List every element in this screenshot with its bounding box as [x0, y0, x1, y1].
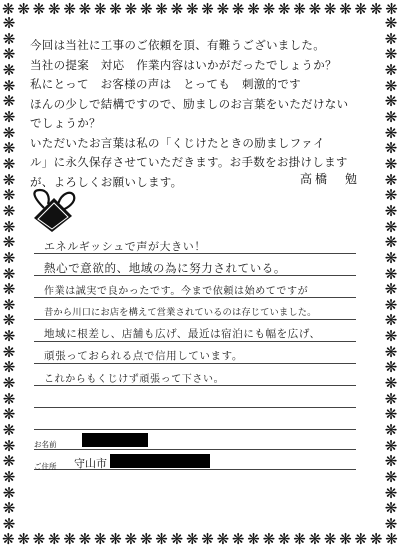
letter-line: 当社の提案 対応 作業内容はいかがだったでしょうか？: [30, 57, 337, 72]
ruled-line: [34, 363, 356, 364]
border-star-icon: ❋: [384, 452, 398, 471]
redacted-name: [82, 433, 148, 447]
border-star-icon: ❋: [384, 358, 398, 377]
border-star-icon: ❋: [2, 311, 16, 330]
border-star-icon: ❋: [293, 530, 306, 548]
border-star-icon: ❋: [47, 530, 61, 548]
border-star-icon: ❋: [139, 530, 153, 548]
border-star-icon: ❋: [17, 530, 30, 548]
ruled-line: [34, 297, 356, 298]
border-star-icon: ❋: [247, 530, 260, 548]
ruled-line: [34, 341, 356, 342]
border-star-icon: ❋: [32, 0, 46, 18]
border-star-icon: ❋: [384, 311, 398, 330]
border-star-icon: ❋: [277, 530, 291, 548]
border-star-icon: ❋: [369, 530, 383, 548]
border-star-icon: ❋: [2, 14, 16, 32]
border-star-icon: ❋: [384, 327, 398, 346]
ruled-line: [34, 429, 356, 430]
border-star-icon: ❋: [354, 530, 368, 548]
border-star-icon: ❋: [2, 92, 16, 111]
border-star-icon: ❋: [139, 0, 153, 18]
border-star-icon: ❋: [384, 295, 398, 314]
border-star-icon: ❋: [170, 530, 184, 548]
border-star-icon: ❋: [384, 92, 398, 111]
border-star-icon: ❋: [2, 295, 16, 314]
border-star-icon: ❋: [231, 530, 245, 548]
border-star-icon: ❋: [385, 530, 398, 548]
border-star-icon: ❋: [2, 358, 16, 377]
ruled-line: [34, 407, 356, 408]
border-star-icon: ❋: [384, 233, 398, 252]
border-left: [0, 16, 18, 532]
border-star-icon: ❋: [339, 0, 352, 18]
border-star-icon: ❋: [247, 0, 260, 18]
letter-line: が、よろしくお願いします。: [30, 174, 183, 189]
letter-line: ル」に永久保存させていただきます。お手数をお掛けします: [30, 155, 348, 169]
border-star-icon: ❋: [262, 530, 276, 548]
handwritten-comment-line: 昔から川口にお店を構えて営業されているのは存じていました。: [44, 307, 317, 318]
border-star-icon: ❋: [2, 45, 16, 64]
border-star-icon: ❋: [2, 436, 16, 455]
border-star-icon: ❋: [384, 405, 398, 424]
border-star-icon: ❋: [2, 139, 16, 158]
border-star-icon: ❋: [384, 248, 398, 267]
border-star-icon: ❋: [385, 0, 398, 18]
border-star-icon: ❋: [93, 530, 107, 548]
border-star-icon: ❋: [384, 280, 398, 299]
border-star-icon: ❋: [384, 107, 398, 126]
border-star-icon: ❋: [201, 0, 214, 18]
name-label: お名前: [34, 440, 57, 449]
border-star-icon: ❋: [384, 170, 398, 189]
border-star-icon: ❋: [17, 0, 30, 18]
border-star-icon: ❋: [2, 405, 16, 424]
handwritten-comment-line: エネルギッシュで声が大きい！: [44, 240, 206, 253]
border-star-icon: ❋: [277, 0, 291, 18]
letter-line: 私にとって お客様の声は とっても 刺激的です: [30, 77, 301, 91]
printed-letter: [30, 36, 370, 192]
border-star-icon: ❋: [2, 342, 16, 361]
border-star-icon: ❋: [384, 264, 398, 283]
border-star-icon: ❋: [369, 0, 383, 18]
handwritten-comment-line: 地域に根差し、店舗も広げ、最近は宿泊にも幅を広げ、: [44, 328, 321, 340]
border-star-icon: ❋: [2, 468, 16, 487]
border-star-icon: ❋: [2, 107, 16, 126]
border-star-icon: ❋: [2, 233, 16, 252]
border-star-icon: ❋: [384, 123, 398, 142]
border-bottom: [0, 530, 400, 548]
border-star-icon: ❋: [384, 389, 398, 408]
border-right: [382, 16, 400, 532]
border-star-icon: ❋: [384, 60, 398, 79]
border-star-icon: ❋: [2, 217, 16, 236]
border-star-icon: ❋: [384, 201, 398, 220]
handwritten-comment-line: 頑張っておられる点で信用しています。: [44, 350, 243, 362]
border-star-icon: ❋: [384, 154, 398, 173]
border-star-icon: ❋: [384, 342, 398, 361]
border-star-icon: ❋: [109, 530, 122, 548]
border-star-icon: ❋: [2, 264, 16, 283]
border-star-icon: ❋: [32, 530, 46, 548]
border-star-icon: ❋: [384, 45, 398, 64]
address-value: 守山市: [74, 457, 107, 470]
border-star-icon: ❋: [216, 530, 230, 548]
border-star-icon: ❋: [384, 468, 398, 487]
border-star-icon: ❋: [2, 374, 16, 393]
border-star-icon: ❋: [339, 530, 352, 548]
border-star-icon: ❋: [384, 374, 398, 393]
letter-line: でしょうか？: [30, 116, 101, 130]
border-star-icon: ❋: [2, 327, 16, 346]
signature: 高橋 勉: [299, 172, 360, 186]
letter-line: いただいたお言葉は私の「くじけたときの励ましファイ: [30, 135, 325, 150]
border-star-icon: ❋: [2, 530, 15, 548]
border-star-icon: ❋: [384, 29, 398, 48]
comment-card: [34, 229, 356, 487]
ruled-line: [34, 449, 356, 450]
border-star-icon: ❋: [63, 0, 76, 18]
border-star-icon: ❋: [2, 0, 15, 18]
border-star-icon: ❋: [2, 483, 16, 502]
border-star-icon: ❋: [185, 530, 199, 548]
border-star-icon: ❋: [124, 530, 138, 548]
redacted-address: [110, 454, 210, 468]
border-star-icon: ❋: [384, 14, 398, 32]
border-star-icon: ❋: [323, 0, 337, 18]
border-top: [0, 0, 400, 18]
handwritten-comment-line: 熱心で意欲的、地域の為に努力されている。: [44, 261, 286, 275]
border-star-icon: ❋: [185, 0, 199, 18]
border-star-icon: ❋: [2, 29, 16, 48]
border-star-icon: ❋: [2, 154, 16, 173]
border-star-icon: ❋: [2, 76, 16, 95]
ruled-line: [34, 319, 356, 320]
border-star-icon: ❋: [2, 421, 16, 440]
border-star-icon: ❋: [323, 530, 337, 548]
border-star-icon: ❋: [201, 530, 214, 548]
border-star-icon: ❋: [93, 0, 107, 18]
border-star-icon: ❋: [216, 0, 230, 18]
border-star-icon: ❋: [384, 139, 398, 158]
border-star-icon: ❋: [155, 0, 168, 18]
border-star-icon: ❋: [293, 0, 306, 18]
border-star-icon: ❋: [354, 0, 368, 18]
border-star-icon: ❋: [63, 530, 76, 548]
border-star-icon: ❋: [384, 421, 398, 440]
border-star-icon: ❋: [384, 186, 398, 205]
border-star-icon: ❋: [2, 452, 16, 471]
letter-line: ほんの少しで結構ですので、励ましのお言葉をいただけない: [30, 96, 349, 111]
border-star-icon: ❋: [308, 530, 322, 548]
border-star-icon: ❋: [47, 0, 61, 18]
border-star-icon: ❋: [2, 60, 16, 79]
border-star-icon: ❋: [2, 201, 16, 220]
border-star-icon: ❋: [308, 0, 322, 18]
border-star-icon: ❋: [2, 389, 16, 408]
address-label: ご住所: [34, 462, 57, 471]
border-star-icon: ❋: [2, 170, 16, 189]
border-star-icon: ❋: [2, 515, 16, 533]
handwritten-comment-line: これからもくじけず頑張って下さい。: [44, 374, 225, 385]
border-star-icon: ❋: [384, 499, 398, 518]
border-star-icon: ❋: [78, 0, 92, 18]
border-star-icon: ❋: [384, 217, 398, 236]
border-star-icon: ❋: [2, 499, 16, 518]
ruled-line: [34, 385, 356, 386]
border-star-icon: ❋: [78, 530, 92, 548]
border-star-icon: ❋: [231, 0, 245, 18]
border-star-icon: ❋: [384, 483, 398, 502]
border-star-icon: ❋: [109, 0, 122, 18]
border-star-icon: ❋: [384, 436, 398, 455]
handwritten-comment-line: 作業は誠実で良かったです。今まで依頼は始めてですが: [44, 286, 309, 297]
binder-clip-icon: [28, 188, 78, 232]
border-star-icon: ❋: [2, 280, 16, 299]
border-star-icon: ❋: [384, 515, 398, 533]
border-star-icon: ❋: [262, 0, 276, 18]
border-star-icon: ❋: [2, 123, 16, 142]
border-star-icon: ❋: [124, 0, 138, 18]
border-star-icon: ❋: [2, 248, 16, 267]
border-star-icon: ❋: [170, 0, 184, 18]
border-star-icon: ❋: [384, 76, 398, 95]
letter-line: 今回は当社に工事のご依頼を頂、有難うございました。: [30, 38, 325, 52]
border-star-icon: ❋: [155, 530, 168, 548]
border-star-icon: ❋: [2, 186, 16, 205]
